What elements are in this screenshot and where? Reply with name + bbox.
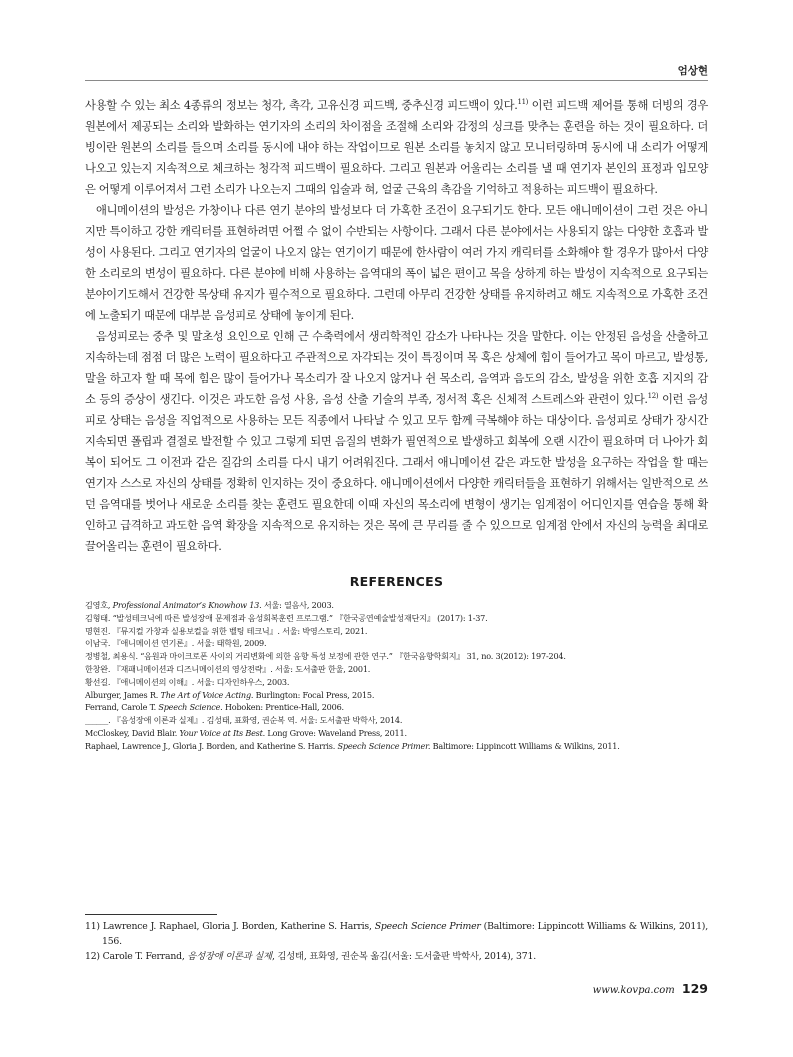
- paragraph-1-text: 사용할 수 있는 최소 4종류의 정보는 청각, 촉각, 고유신경 피드백, 중추신경 피드백이 있다.: [85, 99, 518, 112]
- reference-item: Alburger, James R. The Art of Voice Acting. Burlington: Focal Press, 2015.: [85, 689, 375, 700]
- reference-item: McCloskey, David Blair. Your Voice at Its Best. Long Grove: Waveland Press, 2011.: [85, 727, 407, 738]
- paragraph-1-text-cont: 이런 피드백 제어를 통해 더빙의 경우 원본에서 제공되는 소리와 발화하는 연기자의 소리의 차이점을 조절해 소리와 감정의 싱크를 맞추는 훈련을 하는 것이 필요하다. 더빙이란 원본의 소리를 들으며 소리를 동시에 내야 하는 작업이므로 원본 소리를 놓치지 않고 모니터링하며 동시에 내 소리가 어떻게 나오고 있는지 지속적으로 체크하는 청각적 피드백이 필요하다. 그리고 원본과 어울리는 소리를 낼 때 연기자 본인의 표정과 입모양은 어떻게 이루어져서 그런 소리가 나오는지 그때의 입술과 혀, 얼굴 근육의 촉감을 기억하고 적용하는 피드백이 필요하다.: [85, 99, 708, 196]
- reference-item: 정병철, 최용식. “음원과 마이크로폰 사이의 거리변화에 의한 음향 특성 보정에 관한 연구.” 『한국음향학회지』 31, no. 3(2012): 197-204.: [85, 651, 566, 662]
- page-footer: [593, 981, 708, 996]
- reference-item: 명현진. 『뮤지컬 가창과 실용보컬을 위한 벨팅 테크닉』. 서울: 박영스토리, 2021.: [85, 625, 368, 636]
- footnote-ref-12[interactable]: 12): [647, 392, 659, 401]
- footnote-11: 11) Lawrence J. Raphael, Gloria J. Borden, Katherine S. Harris, Speech Science Primer (Baltimore: Lippincott Williams & Wilkins, 2011), 156.: [85, 921, 708, 947]
- reference-item: 김영호, Professional Animator’s Knowhow 13. 서울: 열음사, 2003.: [85, 600, 334, 610]
- journal-url[interactable]: www.kovpa.com: [592, 985, 675, 996]
- references-list: [85, 599, 708, 753]
- paragraph-2: 애니메이션의 발성은 가창이나 다른 연기 분야의 발성보다 더 가혹한 조건이 요구되기도 한다. 모든 애니메이션이 그런 것은 아니지만 특이하고 강한 캐릭터를 표현하려면 어쩔 수 없이 수반되는 사항이다. 그래서 다른 분야에서는 사용되지 않는 다양한 호흡과 발성이 사용된다. 그리고 연기자의 얼굴이 나오지 않는 연기이기 때문에 한사람이 여러 가지 캐릭터를 소화해야 할 경우가 많아서 다양한 소리로의 변성이 필요하다. 다른 분야에 비해 사용하는 음역대의 폭이 넓은 편이고 목을 상하게 하는 발성이 지속적으로 요구되는 분야이기도해서 건강한 목상태 유지가 필수적으로 필요하다. 그런데 아무리 건강한 상태를 유지하려고 해도 지속적으로 가혹한 조건에 노출되기 때문에 대부분 음성피로 상태에 놓이게 된다.: [85, 204, 708, 322]
- running-header-author: 엄상현: [677, 65, 708, 77]
- footnote-12: 12) Carole T. Ferrand, 음성장애 이론과 실제, 김성태, 표화영, 권순복 옮김(서울: 도서출판 박학사, 2014), 371.: [85, 951, 536, 962]
- footnote-ref-11[interactable]: 11): [517, 98, 529, 107]
- footnote-divider: [85, 914, 217, 915]
- paragraph-3: [85, 326, 708, 557]
- reference-item: 김형태. “발성테크닉에 따른 발성장애 문제점과 음성회복훈련 프로그램.” 『한국공연예술발성재단지』 (2017): 1-37.: [85, 612, 488, 623]
- reference-item: 이남국. 『애니메이션 연기론』. 서울: 태학원, 2009.: [85, 638, 267, 649]
- reference-item: ______. 『음성장애 이론과 실제』. 김성태, 표화영, 권순복 역. 서울: 도서출판 박학사, 2014.: [85, 715, 403, 726]
- references-heading: REFERENCES: [349, 574, 444, 589]
- paragraph-3-text: 음성피로는 중추 및 말초성 요인으로 인해 근 수축력에서 생리학적인 감소가 나타나는 것을 말한다. 이는 안정된 음성을 산출하고 지속하는데 점점 더 많은 노력이 필요하다고 주관적으로 자각되는 것이 특징이며 목 혹은 상체에 힘이 들어가고 목이 마르고, 발성통, 말을 하고자 할 때 목에 힘은 많이 들어가나 목소리가 잘 나오지 않거나 쉰 목소리, 음역과 음도의 감소, 발성을 위한 호흡 지지의 감소 등의 증상이 생긴다. 이것은 과도한 음성 사용, 음성 산출 기술의 부족, 정서적 혹은 신체적 스트레스와 관련이 있다.: [85, 330, 708, 406]
- body-text: [85, 95, 708, 557]
- paragraph-3-text-cont: 이런 음성피로 상태는 음성을 직업적으로 사용하는 모든 직종에서 나타날 수 있고 모두 함께 극복해야 하는 대상이다. 음성피로 상태가 장시간 지속되면 폴립과 결절로 발전할 수 있고 그렇게 되면 음질의 변화가 필연적으로 발생하고 회복에 오랜 시간이 필요하며 더 나아가 회복이 되어도 그 이전과 같은 질감의 소리를 다시 내기 어려워진다. 그래서 애니메이션 같은 과도한 발성을 요구하는 작업을 할 때는 연기자 스스로 자신의 상태를 정확히 인지하는 것이 중요하다. 애니메이션에서 다양한 캐릭터들을 표현하기 위해서는 일반적으로 쓰던 음역대를 벗어나 새로운 소리를 찾는 훈련도 필요한데 이때 자신의 목소리에 변형이 생기는 임계점이 어디인지를 연습을 통해 확인하고 급격하고 과도한 음역 확장을 지속적으로 유지하는 것은 목에 큰 무리를 줄 수 있으므로 임계점 안에서 자신의 능력을 최대로 끌어올리는 훈련이 필요하다.: [85, 393, 708, 553]
- reference-item: Raphael, Lawrence J., Gloria J. Borden, and Katherine S. Harris. Speech Science Primer. Baltimore: Lippincott Williams & Wilkins, 2011.: [85, 740, 620, 751]
- reference-item: 황선길. 『애니메이션의 이해』. 서울: 디자인하우스, 2003.: [85, 676, 290, 687]
- reference-item: 한창완. 『재패니메이션과 디즈니메이션의 영상전략』. 서울: 도서출판 한울, 2001.: [85, 663, 371, 674]
- page-number: 129: [681, 981, 708, 996]
- reference-item: Ferrand, Carole T. Speech Science. Hoboken: Prentice-Hall, 2006.: [85, 702, 344, 713]
- paragraph-1: [85, 95, 708, 200]
- header-divider: [85, 80, 708, 81]
- footnotes: [85, 919, 708, 964]
